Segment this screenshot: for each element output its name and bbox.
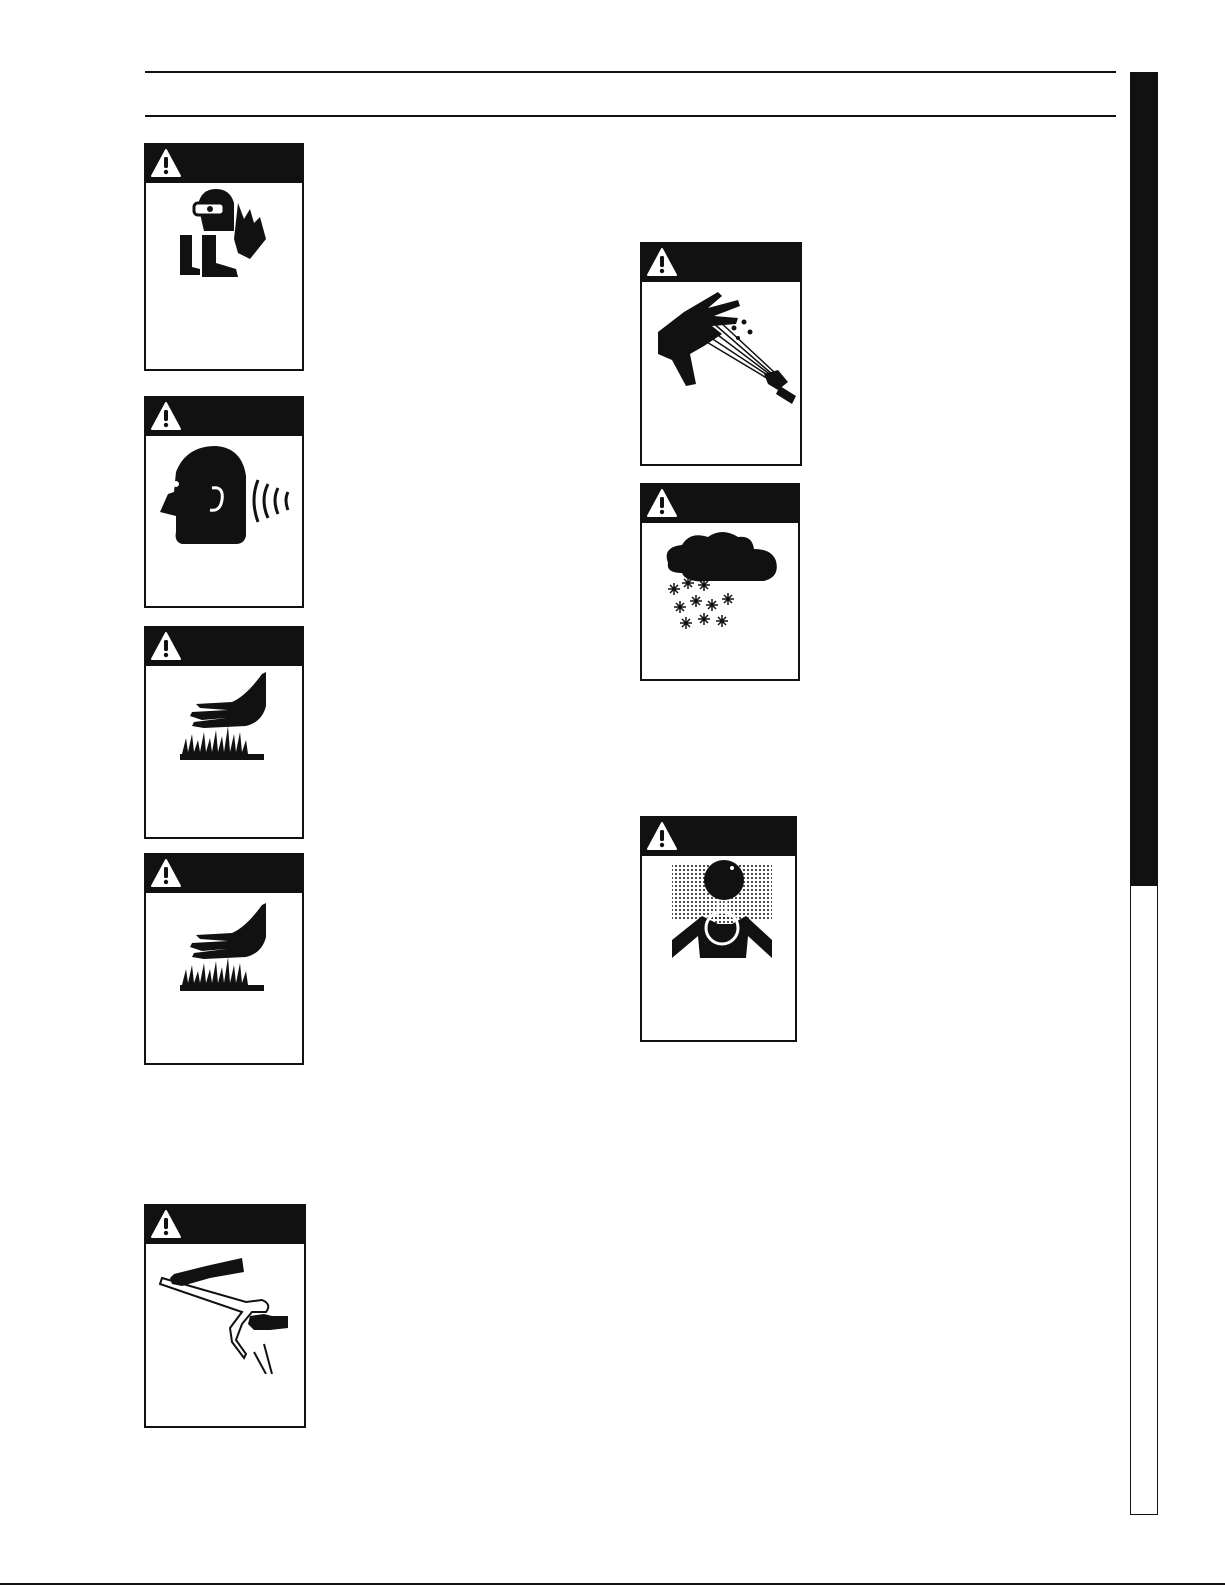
- warning-bar: [642, 818, 795, 856]
- warning-triangle-icon: [150, 401, 182, 431]
- warning-triangle-icon: [646, 821, 678, 851]
- warning-bar: [146, 1206, 304, 1244]
- header-rule-bottom: [145, 115, 1116, 117]
- warning-triangle-icon: [150, 1209, 182, 1239]
- warning-triangle-icon: [646, 247, 678, 277]
- warning-triangle-icon: [646, 488, 678, 518]
- warning-triangle-icon: [150, 631, 182, 661]
- warning-card-hot-surface-2: [144, 853, 304, 1065]
- freezing-weather-icon: [642, 523, 798, 643]
- warning-bar: [146, 628, 302, 666]
- section-tab-fill: [1131, 73, 1157, 886]
- warning-card-hot-surface-1: [144, 626, 304, 839]
- header-rule-top: [145, 71, 1116, 73]
- warning-bar: [642, 244, 800, 282]
- warning-card-freezing: [640, 483, 800, 681]
- warning-triangle-icon: [150, 858, 182, 888]
- hot-surface-icon: [146, 666, 302, 786]
- warning-bar: [146, 398, 302, 436]
- warning-card-two-hand-grip: [144, 1204, 306, 1428]
- high-pressure-injection-icon: [642, 282, 800, 422]
- two-hand-grip-icon: [146, 1244, 304, 1374]
- warning-card-injection: [640, 242, 802, 466]
- warning-card-fumes: [640, 816, 797, 1042]
- protective-gear-icon: [146, 183, 302, 303]
- hearing-protection-icon: [146, 436, 302, 566]
- warning-bar: [642, 485, 798, 523]
- warning-triangle-icon: [150, 148, 182, 178]
- warning-bar: [146, 855, 302, 893]
- snowflakes: [668, 577, 734, 629]
- hot-surface-icon: [146, 893, 302, 1013]
- toxic-fumes-icon: [642, 856, 795, 986]
- warning-card-ppe: [144, 143, 304, 371]
- section-tab: [1130, 72, 1158, 1515]
- warning-bar: [146, 145, 302, 183]
- warning-card-noise: [144, 396, 304, 608]
